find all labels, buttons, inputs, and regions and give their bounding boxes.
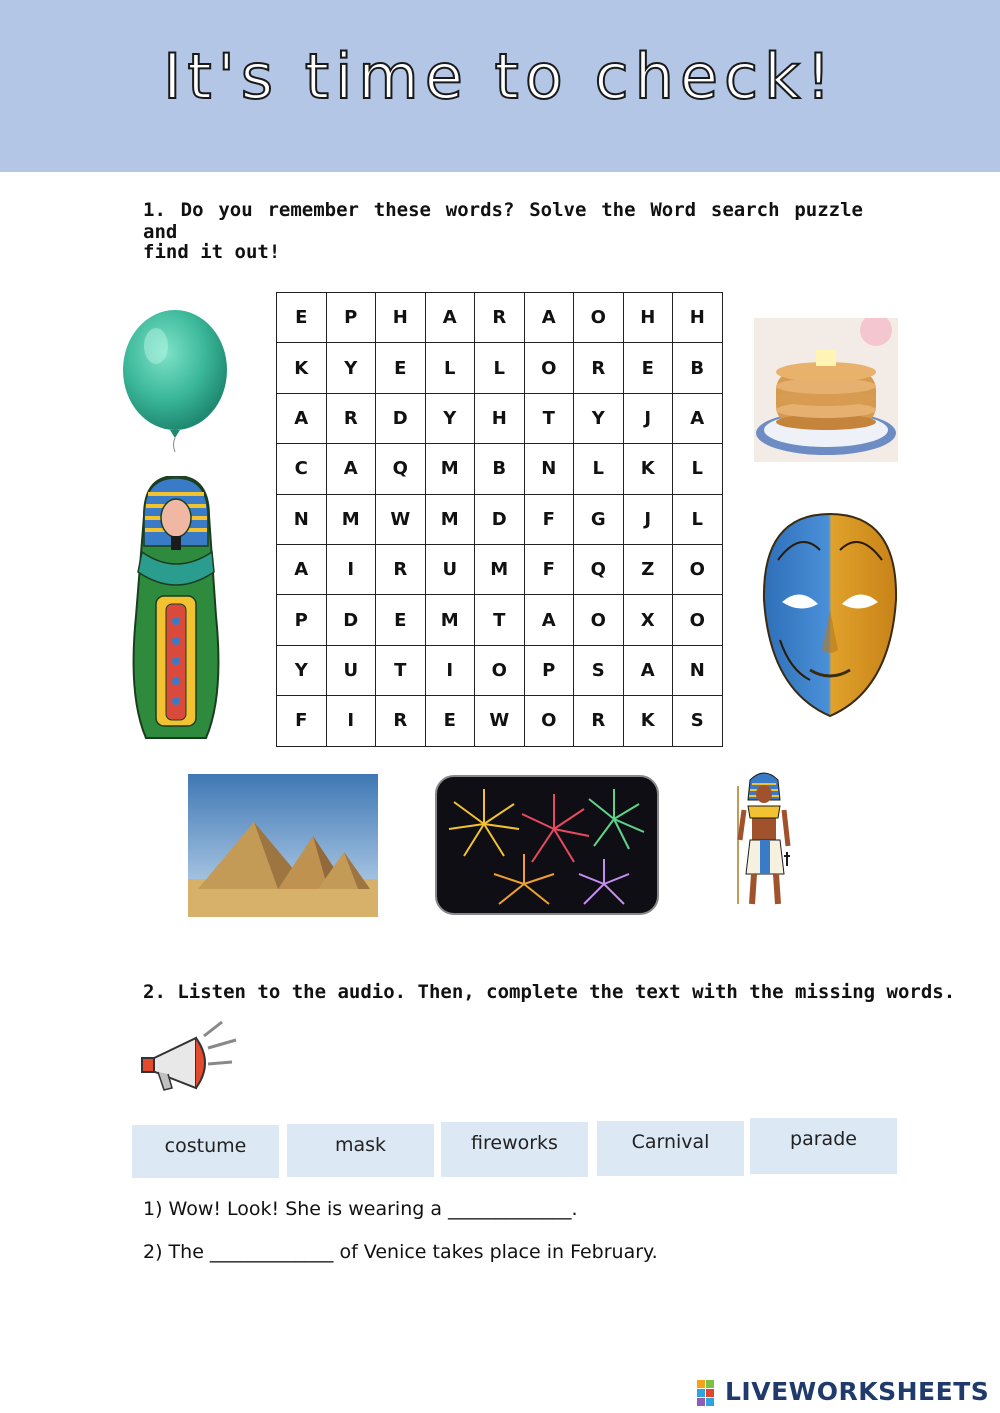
word-search-cell[interactable]: M xyxy=(425,494,475,544)
word-bank-item[interactable] xyxy=(750,1118,897,1174)
word-search-cell[interactable]: I xyxy=(425,645,475,695)
word-search-cell[interactable]: M xyxy=(425,595,475,645)
megaphone-icon[interactable] xyxy=(140,1018,242,1096)
word-search-cell[interactable]: L xyxy=(673,494,723,544)
word-search-row xyxy=(277,696,723,746)
word-search-cell[interactable]: X xyxy=(623,595,673,645)
word-search-cell[interactable]: E xyxy=(623,343,673,393)
word-search-cell[interactable]: D xyxy=(376,393,426,443)
word-search-cell[interactable]: L xyxy=(574,444,624,494)
word-bank-label: fireworks xyxy=(471,1132,558,1154)
word-search-cell[interactable]: K xyxy=(623,696,673,746)
word-search-cell[interactable]: E xyxy=(425,696,475,746)
word-search-cell[interactable]: J xyxy=(623,393,673,443)
liveworksheets-logo xyxy=(697,1377,993,1411)
word-search-cell[interactable]: N xyxy=(277,494,327,544)
word-search-cell[interactable]: S xyxy=(673,696,723,746)
word-search-row xyxy=(277,393,723,443)
word-search-cell[interactable]: L xyxy=(673,444,723,494)
word-search-cell[interactable]: O xyxy=(574,595,624,645)
word-search-cell[interactable]: D xyxy=(475,494,525,544)
word-search-row xyxy=(277,544,723,594)
word-search-cell[interactable]: Q xyxy=(376,444,426,494)
word-search-row xyxy=(277,444,723,494)
pancakes-picture xyxy=(754,318,898,462)
word-search-cell[interactable]: A xyxy=(524,293,574,343)
word-search-row xyxy=(277,645,723,695)
word-search-cell[interactable]: T xyxy=(376,645,426,695)
word-bank-item[interactable] xyxy=(287,1124,434,1177)
sentence-1: 1) Wow! Look! She is wearing a _____________. xyxy=(143,1198,578,1220)
word-search-cell[interactable]: P xyxy=(277,595,327,645)
pharaoh-picture xyxy=(730,766,796,910)
word-search-cell[interactable]: T xyxy=(475,595,525,645)
sentence-2: 2) The _____________ of Venice takes place in February. xyxy=(143,1241,658,1263)
word-search-cell[interactable]: I xyxy=(326,544,376,594)
word-search-cell[interactable]: Y xyxy=(326,343,376,393)
word-search-cell[interactable]: O xyxy=(574,293,624,343)
word-search-cell[interactable]: F xyxy=(524,544,574,594)
word-search-cell[interactable]: M xyxy=(425,444,475,494)
word-bank-label: costume xyxy=(164,1135,247,1157)
carnival-mask-picture xyxy=(760,510,900,718)
word-search-cell[interactable]: U xyxy=(326,645,376,695)
balloon-picture xyxy=(118,306,233,454)
word-search-cell[interactable]: A xyxy=(277,393,327,443)
word-search-cell[interactable]: C xyxy=(277,444,327,494)
word-search-row xyxy=(277,343,723,393)
sarcophagus-picture xyxy=(124,476,229,742)
word-search-row xyxy=(277,293,723,343)
word-search-cell[interactable]: U xyxy=(425,544,475,594)
fireworks-picture xyxy=(434,774,660,916)
word-search-cell[interactable]: L xyxy=(475,343,525,393)
word-search-cell[interactable]: R xyxy=(376,696,426,746)
word-search-cell[interactable]: A xyxy=(673,393,723,443)
word-search-row xyxy=(277,595,723,645)
word-search-cell[interactable]: W xyxy=(475,696,525,746)
word-search-cell[interactable]: O xyxy=(673,544,723,594)
word-search-cell[interactable]: O xyxy=(524,696,574,746)
word-search-cell[interactable]: R xyxy=(475,293,525,343)
word-search-cell[interactable]: K xyxy=(623,444,673,494)
word-search-cell[interactable]: N xyxy=(673,645,723,695)
word-search-cell[interactable]: A xyxy=(425,293,475,343)
word-search-cell[interactable]: R xyxy=(574,696,624,746)
word-search-cell[interactable]: H xyxy=(623,293,673,343)
word-search-cell[interactable]: F xyxy=(277,696,327,746)
liveworksheets-logo-icon xyxy=(697,1378,723,1410)
word-search-cell[interactable]: H xyxy=(376,293,426,343)
word-search-cell[interactable]: Z xyxy=(623,544,673,594)
word-search-cell[interactable]: Y xyxy=(425,393,475,443)
word-search-cell[interactable]: G xyxy=(574,494,624,544)
word-bank-item[interactable] xyxy=(597,1121,744,1176)
word-search-cell[interactable]: O xyxy=(673,595,723,645)
word-search-cell[interactable]: H xyxy=(673,293,723,343)
word-bank-label: Carnival xyxy=(631,1131,710,1153)
word-search-cell[interactable]: M xyxy=(475,544,525,594)
word-search-cell[interactable]: A xyxy=(326,444,376,494)
word-bank-item[interactable] xyxy=(441,1122,588,1177)
word-search-cell[interactable]: A xyxy=(524,595,574,645)
word-search-cell[interactable]: S xyxy=(574,645,624,695)
section1-instruction-line2: find it out! xyxy=(143,241,281,263)
word-search-cell[interactable]: E xyxy=(376,595,426,645)
word-search-grid xyxy=(276,292,723,747)
word-search-cell[interactable]: O xyxy=(475,645,525,695)
word-search-cell[interactable]: E xyxy=(277,293,327,343)
page-title: It's time to check! xyxy=(163,40,837,113)
section2-instruction: 2. Listen to the audio. Then, complete the text with the missing words. xyxy=(143,981,956,1003)
header-banner xyxy=(0,0,1000,172)
word-search-cell[interactable]: J xyxy=(623,494,673,544)
word-search-cell[interactable]: H xyxy=(475,393,525,443)
word-search-cell[interactable]: R xyxy=(376,544,426,594)
word-search-cell[interactable]: P xyxy=(326,293,376,343)
word-search-cell[interactable]: B xyxy=(673,343,723,393)
word-search-cell[interactable]: E xyxy=(376,343,426,393)
word-bank-item[interactable] xyxy=(132,1125,279,1178)
word-search-cell[interactable]: F xyxy=(524,494,574,544)
word-search-cell[interactable]: W xyxy=(376,494,426,544)
pyramids-picture xyxy=(188,774,378,917)
word-search-cell[interactable]: A xyxy=(623,645,673,695)
word-search-cell[interactable]: R xyxy=(326,393,376,443)
word-search-cell[interactable]: A xyxy=(277,544,327,594)
word-search-cell[interactable]: Y xyxy=(574,393,624,443)
word-search-cell[interactable]: O xyxy=(524,343,574,393)
word-search-cell[interactable]: P xyxy=(524,645,574,695)
word-search-row xyxy=(277,494,723,544)
word-search-cell[interactable]: K xyxy=(277,343,327,393)
word-search-cell[interactable]: Y xyxy=(277,645,327,695)
word-search-cell[interactable]: R xyxy=(574,343,624,393)
word-search-cell[interactable]: I xyxy=(326,696,376,746)
word-search-cell[interactable]: M xyxy=(326,494,376,544)
word-bank-label: parade xyxy=(790,1128,857,1150)
word-search-cell[interactable]: D xyxy=(326,595,376,645)
word-search-cell[interactable]: T xyxy=(524,393,574,443)
footer-brand: LIVEWORKSHEETS xyxy=(725,1377,990,1406)
word-bank-label: mask xyxy=(334,1134,387,1156)
word-search-cell[interactable]: Q xyxy=(574,544,624,594)
section1-instruction-line1: 1. Do you remember these words? Solve the Word search puzzle and xyxy=(143,199,863,243)
word-search-cell[interactable]: L xyxy=(425,343,475,393)
word-search-cell[interactable]: B xyxy=(475,444,525,494)
word-search-cell[interactable]: N xyxy=(524,444,574,494)
